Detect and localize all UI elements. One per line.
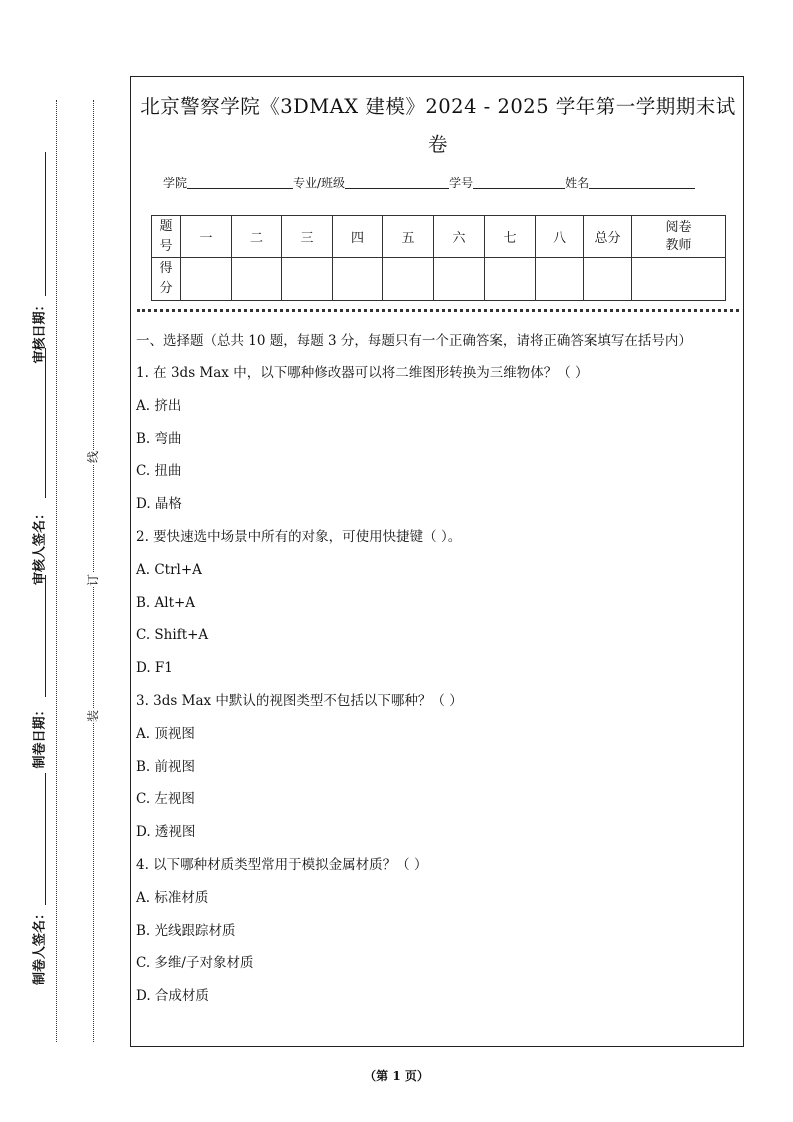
- score-cell[interactable]: [485, 258, 536, 301]
- question-stem: 4. 以下哪种材质类型常用于模拟金属材质？（ ）: [136, 856, 428, 873]
- score-table-col: 四: [333, 216, 383, 258]
- option: C. 扭曲: [136, 463, 182, 480]
- maker-sign-label: 制卷人签名：: [32, 906, 48, 986]
- option: A. Ctrl+A: [136, 561, 202, 578]
- page-number: （第 1 页）: [364, 1069, 429, 1083]
- major-blank[interactable]: [345, 176, 449, 189]
- college-blank[interactable]: [187, 176, 293, 189]
- score-cell[interactable]: [383, 258, 434, 301]
- score-table-header-row: [152, 216, 726, 258]
- college-label: 学院: [163, 176, 188, 190]
- score-table-col: 八: [536, 216, 584, 258]
- exam-frame: [130, 76, 744, 1047]
- header-label: 题号: [159, 218, 173, 254]
- bind-char-zhuang: 装: [86, 710, 100, 723]
- option: D. F1: [136, 660, 173, 677]
- question-stem: 1. 在 3ds Max 中，以下哪种修改器可以将二维图形转换为三维物体？（ ）: [136, 365, 589, 381]
- option: A. 挤出: [136, 397, 182, 414]
- option: B. Alt+A: [136, 594, 196, 611]
- reviewer-date-blank: [45, 152, 46, 296]
- student-id-blank[interactable]: [473, 176, 565, 189]
- section1-heading: 一、选择题（总共 10 题，每题 3 分，每题只有一个正确答案，请将正确答案填写在括号内）: [136, 333, 692, 349]
- bind-char-xian: 线: [86, 451, 100, 464]
- score-table-col: 三: [282, 216, 333, 258]
- reviewer-sign-label: 审核人签名：: [32, 506, 48, 586]
- name-label: 姓名: [565, 176, 590, 190]
- option: B. 弯曲: [136, 430, 182, 447]
- question-stem: 2. 要快速选中场景中所有的对象，可使用快捷键（ ）。: [136, 528, 462, 545]
- maker-date-blank: [45, 575, 46, 697]
- score-cell[interactable]: [282, 258, 333, 301]
- score-table-col: 二: [232, 216, 282, 258]
- option: D. 透视图: [136, 824, 196, 841]
- score-table: [151, 215, 726, 301]
- option: D. 晶格: [136, 496, 182, 513]
- score-label: 得分: [159, 261, 173, 296]
- exam-title-line2: 卷: [427, 133, 448, 156]
- score-table-col: 总分: [584, 216, 632, 258]
- question-stem: 3. 3ds Max 中默认的视图类型不包括以下哪种？（ ）: [136, 692, 463, 709]
- score-table-col: 一: [181, 216, 232, 258]
- binding-line-inner: [93, 100, 94, 1042]
- question-1: [136, 362, 736, 515]
- option: D. 合成材质: [136, 988, 209, 1005]
- maker-date-label: 制卷日期：: [32, 703, 48, 769]
- option: B. 光线跟踪材质: [136, 922, 236, 939]
- question-4: [136, 854, 736, 1007]
- binding-line-outer: [56, 100, 57, 1042]
- option: C. 多维/子对象材质: [136, 955, 254, 972]
- option: B. 前视图: [136, 758, 196, 775]
- score-cell[interactable]: [536, 258, 584, 301]
- exam-title-line1: 北京警察学院《3DMAX 建模》2024 - 2025 学年第一学期期末试: [140, 95, 736, 118]
- score-table-col: 七: [485, 216, 536, 258]
- score-table-score-label-cell: [152, 258, 181, 301]
- question-2: [136, 526, 736, 679]
- bind-char-ding: 订: [86, 574, 100, 587]
- score-cell[interactable]: [232, 258, 282, 301]
- student-info-row: [163, 174, 723, 191]
- score-table-header-label-cell: [152, 216, 181, 258]
- option: C. 左视图: [136, 791, 195, 808]
- reviewer-sign-blank: [45, 348, 46, 498]
- score-cell[interactable]: [584, 258, 632, 301]
- option: A. 顶视图: [136, 725, 195, 742]
- score-cell[interactable]: [434, 258, 485, 301]
- questions-area: [136, 330, 736, 1018]
- question-3: [136, 690, 736, 843]
- score-table-col: 五: [383, 216, 434, 258]
- maker-sign-blank: [45, 773, 46, 905]
- score-table-score-row: [152, 258, 726, 301]
- name-blank[interactable]: [589, 176, 695, 189]
- score-cell[interactable]: [333, 258, 383, 301]
- reviewer-date-label: 审核日期：: [32, 298, 48, 364]
- option: C. Shift+A: [136, 627, 209, 644]
- score-cell[interactable]: [632, 258, 726, 301]
- score-table-col: 阅卷 教师: [632, 216, 726, 258]
- major-label: 专业/班级: [293, 176, 346, 190]
- option: A. 标准材质: [136, 889, 209, 906]
- section-separator: [137, 309, 739, 312]
- score-cell[interactable]: [181, 258, 232, 301]
- student-id-label: 学号: [449, 176, 474, 190]
- score-table-col: 六: [434, 216, 485, 258]
